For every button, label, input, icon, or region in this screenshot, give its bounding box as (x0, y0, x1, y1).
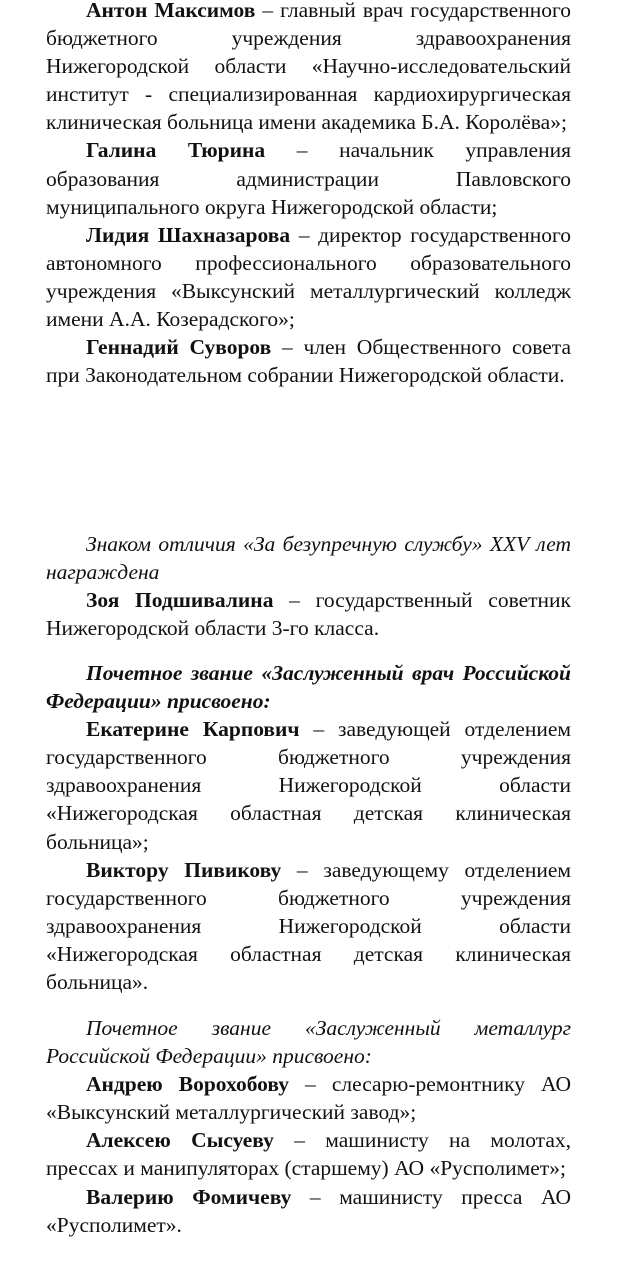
awardee-position: – заведующему отделением государственного бюджетного учреждения здравоохранения Нижегородской области «Нижегородская областная детская клиническая больница». (46, 857, 571, 995)
list-item (46, 221, 571, 333)
heading-rest: звание «Заслуженный металлург Российской Федерации» присвоено: (46, 1016, 571, 1069)
awardee-list-top (46, 0, 571, 389)
awardee-position: – член Общественного совета при Законодательном собрании Нижегородской области. (46, 335, 572, 388)
awardee-name: Андрею Ворохобову (86, 1072, 290, 1097)
list-item (46, 586, 571, 642)
heading-first-word: Знаком (86, 532, 151, 556)
awardee-name: Геннадий Суворов (86, 335, 272, 360)
awardee-name: Алексею Сысуеву (86, 1128, 274, 1153)
heading-rest: звание «Заслуженный врач Российской Федерации» присвоено: (46, 661, 571, 714)
awardee-position: – машинисту на молотах, прессах и манипуляторах (старшему) АО «Русполимет»; (46, 1128, 572, 1181)
awardee-position: – директор государственного автономного профессионального образовательного учреждения «Выксунский металлургический колледж имени А.А. Козерадского»; (46, 222, 571, 332)
list-item (46, 1126, 571, 1182)
list-item (46, 856, 571, 996)
awardee-name: Екатерине Карпович (86, 717, 300, 742)
awardee-name: Антон Максимов (86, 0, 256, 22)
heading-first-word: Почетное (86, 661, 183, 685)
awardee-position: – машинисту пресса АО «Русполимет». (46, 1184, 572, 1237)
list-item (46, 136, 571, 220)
list-item (46, 715, 571, 855)
awardee-name: Виктору Пивикову (86, 857, 282, 882)
awardee-name: Лидия Шахназарова (86, 222, 291, 247)
heading-rest: отличия «За безупречную службу» XXV лет награждена (46, 532, 571, 585)
list-item (46, 1070, 571, 1126)
awardee-position: – главный врач государственного бюджетного учреждения здравоохранения Нижегородской области «Научно-исследовательский институт - специализированная кардиохирургическая клиническая больница имени академика Б.А. Королёва»; (46, 0, 571, 135)
section-honored-metallurgist (46, 1014, 571, 1239)
awardee-name: Зоя Подшивалина (86, 588, 274, 613)
section-heading (46, 659, 571, 715)
awardee-position: – заведующей отделением государственного бюджетного учреждения здравоохранения Нижегородской области «Нижегородская областная детская клиническая больница»; (46, 717, 571, 854)
section-honored-doctor (46, 659, 571, 996)
awardee-position: – слесарю-ремонтнику АО «Выксунский металлургический завод»; (46, 1072, 571, 1125)
list-item (46, 333, 571, 389)
list-item (46, 1183, 571, 1239)
awardee-position: – начальник управления образования администрации Павловского муниципального округа Нижегородской области; (46, 138, 571, 219)
list-item (46, 0, 571, 136)
awardee-name: Валерию Фомичеву (86, 1184, 292, 1209)
awardee-position: – государственный советник Нижегородской области 3-го класса. (46, 588, 571, 641)
awardee-name: Галина Тюрина (86, 138, 266, 163)
section-heading (46, 530, 571, 586)
heading-first-word: Почетное (86, 1016, 178, 1040)
section-heading (46, 1014, 571, 1070)
section-service-badge (46, 530, 571, 642)
